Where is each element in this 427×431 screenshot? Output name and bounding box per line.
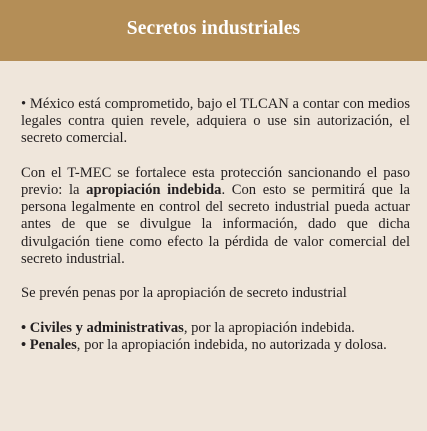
paragraph-spacer: [21, 302, 410, 319]
bullet-penales-text: , por la apropiación indebida, no autorizada y dolosa.: [76, 336, 387, 353]
paragraph-tmec-intro: Con el T-MEC se fortalece esta protección sancionando el paso previo: la: [21, 164, 410, 198]
bullet-civiles-text: , por la apropiación indebida.: [183, 319, 355, 336]
card-title: Secretos industriales: [126, 18, 301, 39]
bullet-civiles: [21, 320, 410, 337]
paragraph-tlcan: • México está comprometido, bajo el TLCAN a contar con medios legales contra quien revele, adquiera o use sin autorización, el secreto comercial.: [21, 96, 410, 147]
bullet-civiles-label: • Civiles y administrativas: [21, 319, 184, 336]
paragraph-spacer: [21, 268, 410, 285]
bullet-penales-label: • Penales: [21, 336, 77, 353]
emphasis-apropiacion-indebida: apropiación indebida: [86, 182, 222, 198]
card-header: [0, 0, 427, 61]
paragraph-tmec-rest: . Con esto se permitirá que la persona legalmente en control del secreto industrial pueda actuar antes de que se divulgue la información, dado que dicha divulgación tiene como efecto la pérdida de valor comercial del secreto industrial.: [21, 182, 410, 267]
paragraph-penas: Se prevén penas por la apropiación de secreto industrial: [21, 285, 347, 302]
card-body: [21, 96, 410, 354]
paragraph-tmec: [21, 165, 410, 268]
paragraph-spacer: [21, 148, 410, 165]
bullet-penales: [21, 337, 410, 354]
